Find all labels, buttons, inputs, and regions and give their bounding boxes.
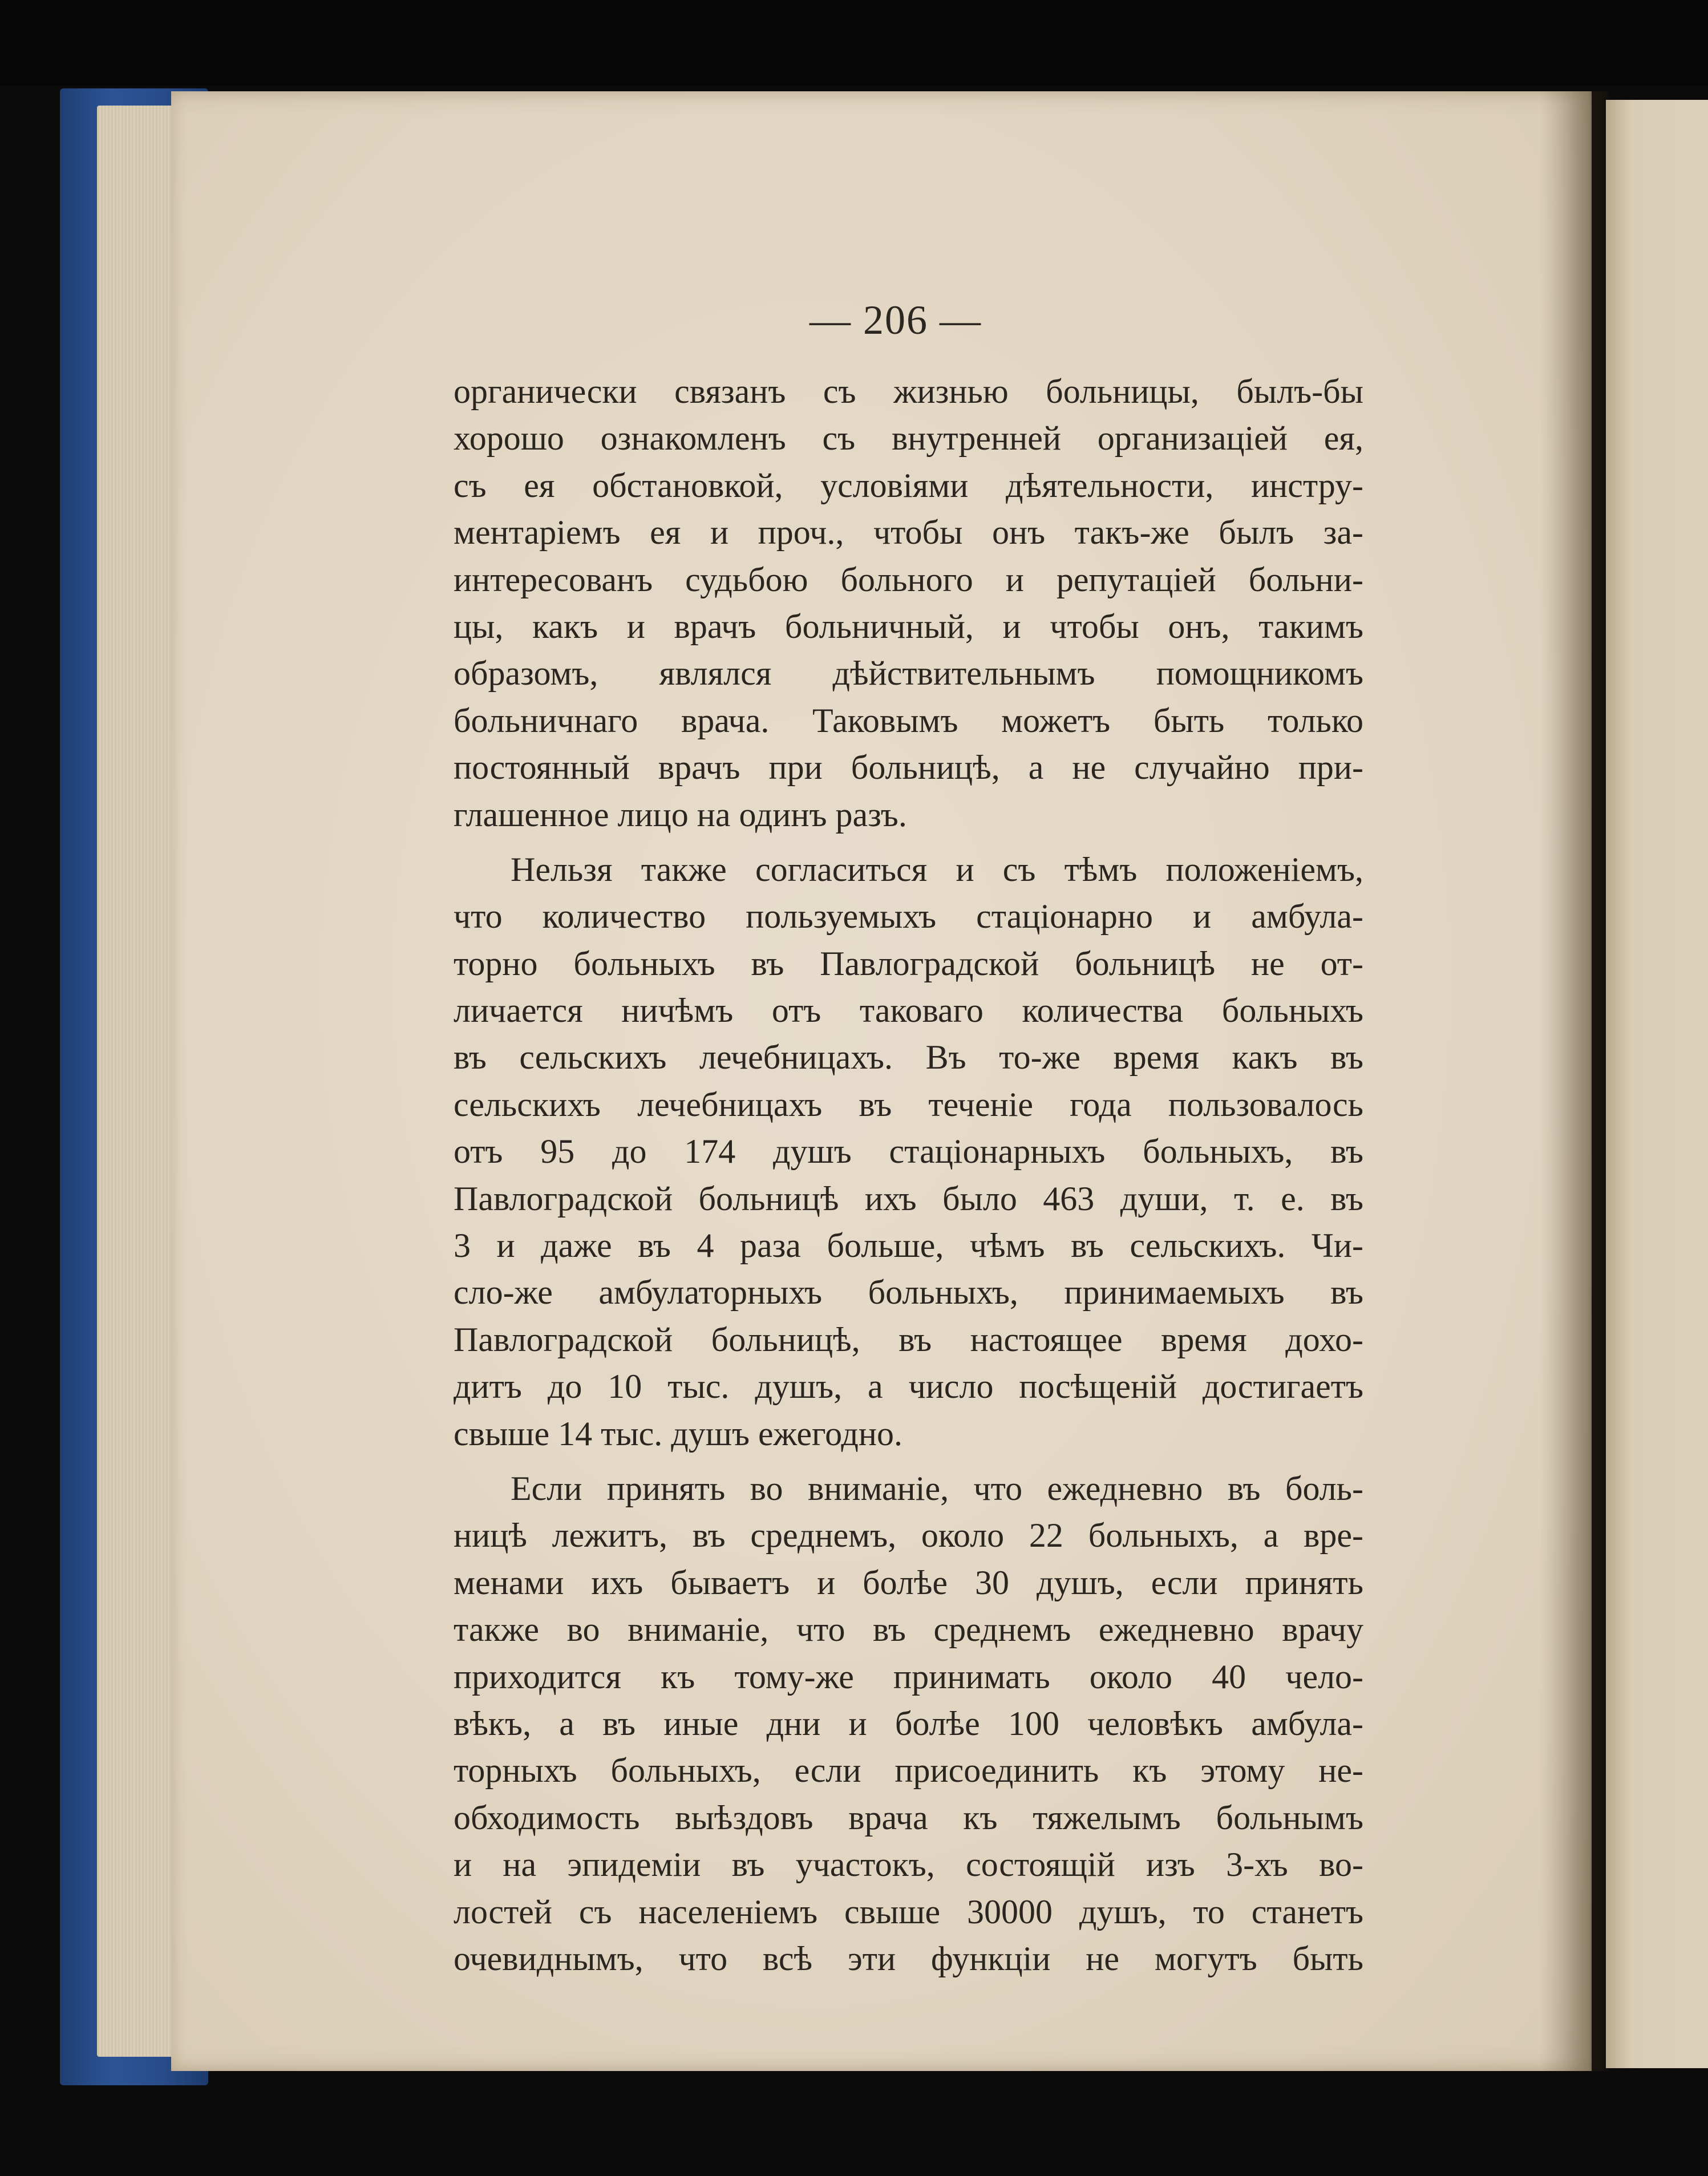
text-line: также во вниманiе, что въ среднемъ ежедневно врачу <box>454 1611 1363 1649</box>
text-line: въ сельскихъ лечебницахъ. Въ то-же время какъ въ <box>454 1038 1363 1077</box>
text-line: постоянный врачъ при больницѣ, а не случайно при- <box>454 749 1363 787</box>
spine-gutter-shadow <box>1540 91 1609 2071</box>
paragraph-2 <box>454 846 1363 1457</box>
text-line: Павлоградской больницѣ, въ настоящее время дохо- <box>454 1320 1363 1358</box>
text-line: сельскихъ лечебницахъ въ теченiе года пользовалось <box>454 1085 1363 1123</box>
text-line: органически связанъ съ жизнью больницы, былъ-бы <box>454 373 1363 410</box>
page-number: — 206 — <box>810 297 982 343</box>
text-line: Павлоградской больницѣ ихъ было 463 души, т. е. въ <box>454 1179 1363 1218</box>
text-line: Если принять во вниманiе, что ежедневно въ боль- <box>511 1469 1363 1507</box>
text-line: ницѣ лежитъ, въ среднемъ, около 22 больныхъ, а вре- <box>454 1516 1363 1555</box>
text-line: обходимость выѣздовъ врача къ тяжелымъ больнымъ <box>454 1798 1363 1837</box>
text-line: что количество пользуемыхъ стацiонарно и амбула- <box>454 897 1363 936</box>
scan-background <box>0 0 1708 86</box>
text-line: съ ея обстановкой, условiями дѣятельности, инстру- <box>454 466 1363 504</box>
text-line: хорошо ознакомленъ съ внутренней организацiей ея, <box>454 419 1363 458</box>
text-line: вѣкъ, а въ иные дни и болѣе 100 человѣкъ амбула- <box>454 1704 1363 1742</box>
text-line: больничнаго врача. Таковымъ можетъ быть только <box>454 701 1363 739</box>
text-line: ментарiемъ ея и проч., чтобы онъ такъ-же былъ за- <box>454 513 1363 552</box>
text-line: торныхъ больныхъ, если присоединить къ этому не- <box>454 1752 1363 1790</box>
text-line: цы, какъ и врачъ больничный, и чтобы онъ, такимъ <box>454 607 1363 645</box>
text-line: и на эпидемiи въ участокъ, состоящiй изъ 3-хъ во- <box>454 1846 1363 1884</box>
paragraph-gap <box>454 1457 1363 1465</box>
facing-page-edge <box>1606 100 1708 2068</box>
text-line: сло-же амбулаторныхъ больныхъ, принимаемыхъ въ <box>454 1273 1363 1312</box>
text-line: личается ничѣмъ отъ таковаго количества больныхъ <box>454 992 1363 1030</box>
text-line: лостей съ населенiемъ свыше 30000 душъ, то станетъ <box>454 1892 1363 1931</box>
text-line: свыше 14 тыс. душъ ежегодно. <box>454 1414 902 1453</box>
paragraph-gap <box>454 838 1363 846</box>
text-line: образомъ, являлся дѣйствительнымъ помощникомъ <box>454 654 1363 693</box>
text-line: отъ 95 до 174 душъ стацiонарныхъ больныхъ, въ <box>454 1133 1363 1171</box>
text-line: Нельзя также согласиться и съ тѣмъ положенiемъ, <box>511 850 1363 888</box>
text-line: очевиднымъ, что всѣ эти функцiи не могутъ быть <box>454 1939 1363 1977</box>
text-line: глашенное лицо на одинъ разъ. <box>454 795 907 834</box>
paragraph-3 <box>454 1465 1363 1982</box>
body-text <box>454 368 1363 1982</box>
text-line: менами ихъ бываетъ и болѣе 30 душъ, если принять <box>454 1563 1363 1601</box>
text-line: торно больныхъ въ Павлоградской больницѣ не от- <box>454 944 1363 982</box>
text-line: интересованъ судьбою больного и репутацiей больни- <box>454 560 1363 598</box>
paragraph-1 <box>454 368 1363 838</box>
text-line: дитъ до 10 тыс. душъ, а число посѣщенiй достигаетъ <box>454 1368 1363 1406</box>
text-line: 3 и даже въ 4 раза больше, чѣмъ въ сельскихъ. Чи- <box>454 1227 1363 1265</box>
text-line: приходится къ тому-же принимать около 40 чело- <box>454 1657 1363 1696</box>
